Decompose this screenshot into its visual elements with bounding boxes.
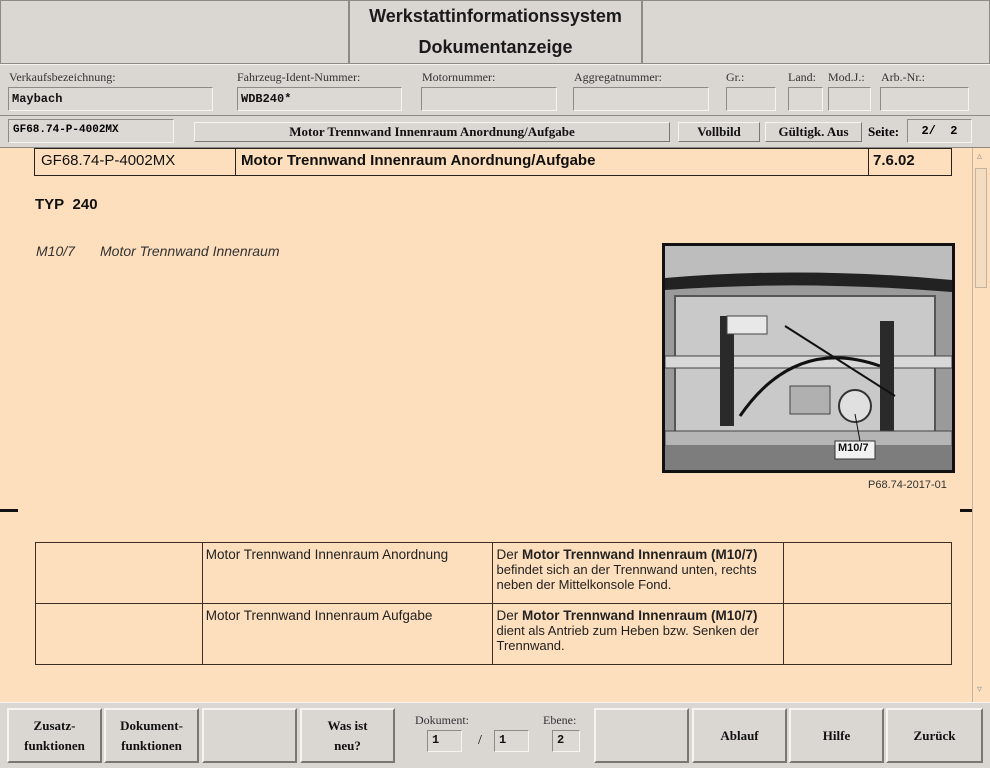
table-cell <box>784 604 952 665</box>
arbnr-field[interactable] <box>880 87 969 111</box>
dokument-label: Dokument: <box>415 713 469 727</box>
title-line1: Werkstattinformationssystem <box>369 6 622 26</box>
dokfunk-line1: Dokument- <box>120 717 183 733</box>
zusatzfunktionen-button[interactable] <box>7 708 102 763</box>
divider <box>868 149 869 175</box>
dokumentfunktionen-button[interactable] <box>104 708 199 763</box>
scroll-thumb[interactable] <box>975 168 987 288</box>
partition-motor-photo <box>665 246 952 470</box>
modj-label: Mod.J.: <box>828 70 865 84</box>
title-bar-left <box>0 0 349 64</box>
land-field[interactable] <box>788 87 823 111</box>
table-cell-label: Motor Trennwand Innenraum Aufgabe <box>202 604 493 665</box>
ebene-label: Ebene: <box>543 713 577 727</box>
dokument-current-field[interactable]: 1 <box>427 730 462 752</box>
table-row <box>36 543 952 604</box>
image-callout: M10/7 <box>838 442 869 454</box>
doc-header-version: 7.6.02 <box>873 152 915 169</box>
desc-bold: Motor Trennwand Innenraum (M10/7) <box>522 608 758 623</box>
zusatz-line1: Zusatz- <box>33 717 76 733</box>
document-content <box>0 148 972 702</box>
was-ist-neu-button[interactable] <box>300 708 395 763</box>
divider <box>235 149 236 175</box>
seite-label: Seite: <box>868 124 900 139</box>
dokument-total-field[interactable]: 1 <box>494 730 529 752</box>
motor-label: Motornummer: <box>422 70 496 84</box>
zusatz-line2: funktionen <box>24 737 85 753</box>
title-bar-right <box>642 0 990 64</box>
scroll-up-icon[interactable]: ▵ <box>977 151 983 162</box>
component-image[interactable] <box>662 243 955 473</box>
table-cell-label: Motor Trennwand Innenraum Anordnung <box>202 543 493 604</box>
desc-prefix: Der <box>496 547 519 562</box>
page-marker-left <box>0 509 18 512</box>
fin-label: Fahrzeug-Ident-Nummer: <box>237 70 361 84</box>
modj-field[interactable] <box>828 87 871 111</box>
doc-title-bar: Motor Trennwand Innenraum Anordnung/Aufgabe <box>194 122 670 142</box>
table-row <box>36 604 952 665</box>
empty-button <box>202 708 297 763</box>
dokument-separator: / <box>478 733 482 748</box>
table-cell <box>36 604 203 665</box>
hilfe-button[interactable]: Hilfe <box>789 708 884 763</box>
table-cell-description <box>493 604 784 665</box>
land-label: Land: <box>788 70 816 84</box>
typ-label: TYP <box>35 196 65 213</box>
aggregat-label: Aggregatnummer: <box>574 70 662 84</box>
gr-label: Gr.: <box>726 70 745 84</box>
scroll-down-icon[interactable]: ▿ <box>977 684 983 695</box>
verkauf-field[interactable]: Maybach <box>8 87 213 111</box>
doc-id-field: GF68.74-P-4002MX <box>8 119 174 143</box>
arbnr-label: Arb.-Nr.: <box>881 70 925 84</box>
table-cell <box>784 543 952 604</box>
doc-header-table <box>34 148 952 176</box>
verkauf-label: Verkaufsbezeichnung: <box>9 70 116 84</box>
gueltigkeit-button[interactable]: Gültigk. Aus <box>765 122 862 142</box>
empty-button <box>594 708 689 763</box>
desc-text: befindet sich an der Trennwand unten, rechts neben der Mittelkonsole Fond. <box>496 562 757 592</box>
desc-text: dient als Antrieb zum Heben bzw. Senken der Trennwand. <box>496 623 759 653</box>
ablauf-button[interactable]: Ablauf <box>692 708 787 763</box>
desc-prefix: Der <box>496 608 519 623</box>
motor-field[interactable] <box>421 87 557 111</box>
typ-line <box>35 196 98 213</box>
table-cell-description <box>493 543 784 604</box>
component-code: M10/7 <box>36 243 75 259</box>
title-line2: Dokumentanzeige <box>418 37 573 57</box>
vertical-scrollbar[interactable] <box>972 148 990 702</box>
gr-field[interactable] <box>726 87 776 111</box>
fin-field[interactable]: WDB240* <box>237 87 402 111</box>
wasneu-line2: neu? <box>334 737 361 753</box>
doc-header-title: Motor Trennwand Innenraum Anordnung/Aufgabe <box>241 152 596 169</box>
table-cell <box>36 543 203 604</box>
seite-field: 2/ 2 <box>907 119 972 143</box>
doc-header-id: GF68.74-P-4002MX <box>41 152 176 169</box>
info-table <box>35 542 952 665</box>
aggregat-field[interactable] <box>573 87 709 111</box>
vollbild-button[interactable]: Vollbild <box>678 122 760 142</box>
ebene-field[interactable]: 2 <box>552 730 580 752</box>
typ-value: 240 <box>72 196 98 213</box>
image-caption: P68.74-2017-01 <box>868 479 947 491</box>
window-title <box>349 0 642 64</box>
zurueck-button[interactable]: Zurück <box>886 708 983 763</box>
dokfunk-line2: funktionen <box>121 737 182 753</box>
wasneu-line1: Was ist <box>327 717 368 733</box>
desc-bold: Motor Trennwand Innenraum (M10/7) <box>522 547 758 562</box>
component-name: Motor Trennwand Innenraum <box>100 243 280 259</box>
page-marker-right <box>960 509 972 512</box>
